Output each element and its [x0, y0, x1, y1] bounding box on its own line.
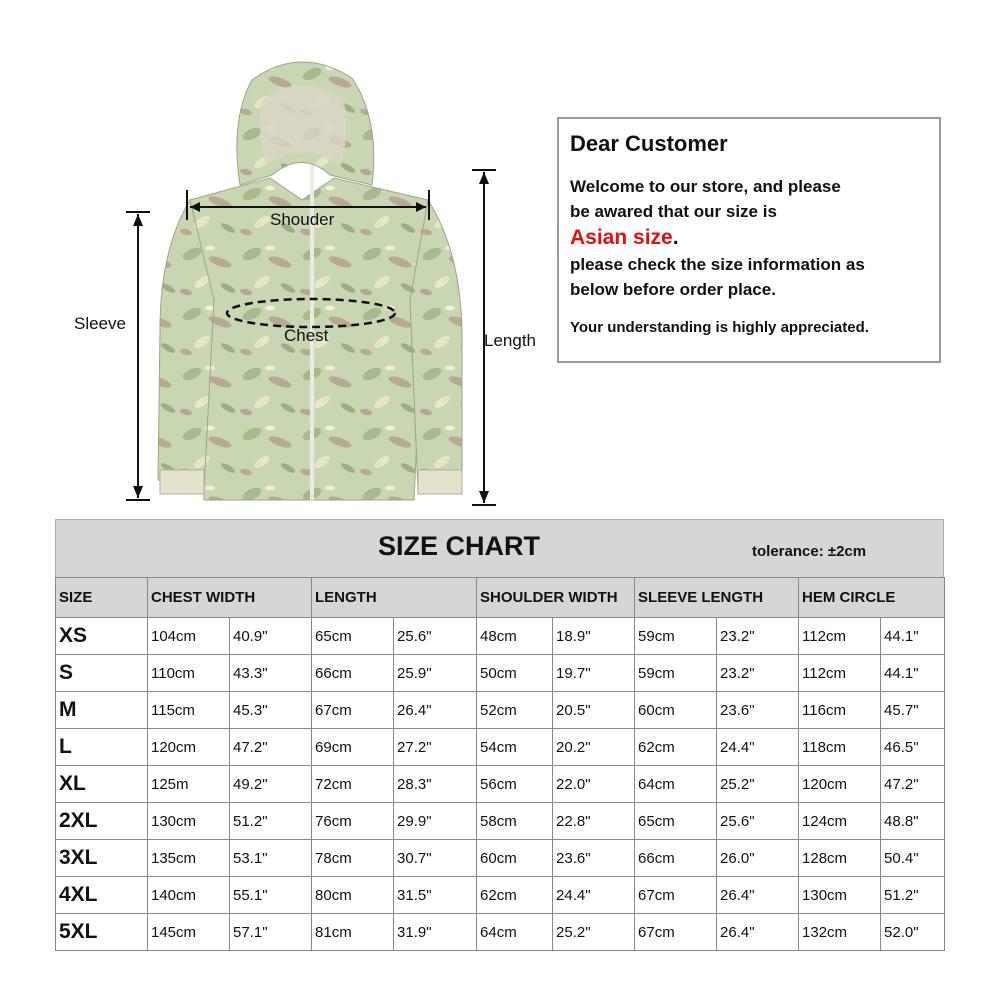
measurement-cell: 23.2"	[717, 655, 799, 692]
measurement-cell: 49.2"	[230, 766, 312, 803]
measurement-cell: 116cm	[799, 692, 881, 729]
measurement-cell: 128cm	[799, 840, 881, 877]
measurement-cell: 30.7"	[394, 840, 477, 877]
col-header-length: LENGTH	[312, 578, 477, 618]
measurement-cell: 45.7"	[881, 692, 945, 729]
measurement-cell: 26.4"	[717, 914, 799, 951]
size-cell: S	[56, 655, 148, 692]
notice-line-4: below before order place.	[570, 280, 776, 299]
measurement-cell: 112cm	[799, 655, 881, 692]
table-row	[56, 914, 945, 951]
table-row	[56, 877, 945, 914]
measurement-cell: 27.2"	[394, 729, 477, 766]
measurement-cell: 51.2"	[881, 877, 945, 914]
size-cell: L	[56, 729, 148, 766]
measurement-cell: 125m	[148, 766, 230, 803]
measurement-cell: 64cm	[635, 766, 717, 803]
col-header-hem-circle: HEM CIRCLE	[799, 578, 945, 618]
measurement-cell: 52cm	[477, 692, 553, 729]
asian-size-highlight	[570, 224, 939, 252]
measurement-cell: 60cm	[635, 692, 717, 729]
measurement-cell: 66cm	[635, 840, 717, 877]
col-header-size: SIZE	[56, 578, 148, 618]
notice-thanks: Your understanding is highly appreciated.	[570, 319, 869, 336]
measurement-cell: 26.4"	[394, 692, 477, 729]
measurement-cell: 48.8"	[881, 803, 945, 840]
size-cell: 5XL	[56, 914, 148, 951]
measurement-cell: 26.4"	[717, 877, 799, 914]
size-cell: 4XL	[56, 877, 148, 914]
measurement-cell: 25.9"	[394, 655, 477, 692]
measurement-cell: 47.2"	[881, 766, 945, 803]
measurement-cell: 145cm	[148, 914, 230, 951]
size-cell: 2XL	[56, 803, 148, 840]
measurement-cell: 59cm	[635, 618, 717, 655]
size-cell: XS	[56, 618, 148, 655]
size-cell: M	[56, 692, 148, 729]
measurement-cell: 135cm	[148, 840, 230, 877]
shoulder-label: Shouder	[270, 210, 335, 229]
measurement-cell: 118cm	[799, 729, 881, 766]
measurement-cell: 31.9"	[394, 914, 477, 951]
measurement-cell: 25.6"	[394, 618, 477, 655]
measurement-cell: 112cm	[799, 618, 881, 655]
measurement-cell: 50cm	[477, 655, 553, 692]
measurement-cell: 44.1"	[881, 618, 945, 655]
measurement-cell: 48cm	[477, 618, 553, 655]
measurement-cell: 110cm	[148, 655, 230, 692]
col-header-chest-width: CHEST WIDTH	[148, 578, 312, 618]
measurement-cell: 29.9"	[394, 803, 477, 840]
measurement-cell: 20.2"	[553, 729, 635, 766]
measurement-cell: 76cm	[312, 803, 394, 840]
measurement-cell: 22.0"	[553, 766, 635, 803]
jacket-illustration	[0, 0, 560, 520]
measurement-cell: 67cm	[635, 877, 717, 914]
size-table	[55, 577, 945, 951]
measurement-cell: 19.7"	[553, 655, 635, 692]
measurement-cell: 43.3"	[230, 655, 312, 692]
chest-label: Chest	[284, 326, 329, 345]
length-label: Length	[484, 331, 536, 350]
measurement-cell: 45.3"	[230, 692, 312, 729]
measurement-cell: 57.1"	[230, 914, 312, 951]
size-cell: XL	[56, 766, 148, 803]
measurement-cell: 18.9"	[553, 618, 635, 655]
measurement-cell: 50.4"	[881, 840, 945, 877]
measurement-cell: 54cm	[477, 729, 553, 766]
size-chart	[55, 519, 944, 951]
measurement-cell: 132cm	[799, 914, 881, 951]
sleeve-label: Sleeve	[74, 314, 126, 333]
jacket-figure	[0, 0, 560, 520]
notice-line-2: be awared that our size is	[570, 202, 777, 221]
measurement-cell: 46.5"	[881, 729, 945, 766]
notice-line-3: please check the size information as	[570, 255, 865, 274]
measurement-cell: 67cm	[312, 692, 394, 729]
measurement-cell: 66cm	[312, 655, 394, 692]
measurement-cell: 55.1"	[230, 877, 312, 914]
measurement-cell: 31.5"	[394, 877, 477, 914]
measurement-cell: 81cm	[312, 914, 394, 951]
customer-notice	[557, 117, 941, 363]
measurement-cell: 28.3"	[394, 766, 477, 803]
notice-line-1: Welcome to our store, and please	[570, 177, 841, 196]
size-chart-title: SIZE CHART	[378, 531, 540, 561]
measurement-cell: 140cm	[148, 877, 230, 914]
measurement-cell: 52.0"	[881, 914, 945, 951]
measurement-cell: 65cm	[635, 803, 717, 840]
measurement-cell: 120cm	[148, 729, 230, 766]
measurement-cell: 130cm	[799, 877, 881, 914]
measurement-cell: 72cm	[312, 766, 394, 803]
measurement-cell: 58cm	[477, 803, 553, 840]
measurement-cell: 51.2"	[230, 803, 312, 840]
measurement-cell: 23.2"	[717, 618, 799, 655]
measurement-cell: 44.1"	[881, 655, 945, 692]
table-row	[56, 729, 945, 766]
asian-size-text: Asian size	[570, 226, 673, 249]
table-row	[56, 803, 945, 840]
col-header-sleeve-length: SLEEVE LENGTH	[635, 578, 799, 618]
measurement-cell: 56cm	[477, 766, 553, 803]
measurement-cell: 20.5"	[553, 692, 635, 729]
measurement-cell: 69cm	[312, 729, 394, 766]
measurement-cell: 40.9"	[230, 618, 312, 655]
notice-title: Dear Customer	[570, 131, 728, 156]
measurement-cell: 64cm	[477, 914, 553, 951]
measurement-cell: 62cm	[635, 729, 717, 766]
table-row	[56, 840, 945, 877]
measurement-cell: 24.4"	[553, 877, 635, 914]
measurement-cell: 23.6"	[553, 840, 635, 877]
measurement-cell: 24.4"	[717, 729, 799, 766]
table-row	[56, 655, 945, 692]
size-chart-header	[55, 519, 944, 577]
measurement-cell: 78cm	[312, 840, 394, 877]
measurement-cell: 25.2"	[717, 766, 799, 803]
measurement-cell: 115cm	[148, 692, 230, 729]
size-table-header-row	[56, 578, 945, 618]
size-cell: 3XL	[56, 840, 148, 877]
measurement-cell: 62cm	[477, 877, 553, 914]
measurement-cell: 22.8"	[553, 803, 635, 840]
measurement-cell: 67cm	[635, 914, 717, 951]
measurement-cell: 25.2"	[553, 914, 635, 951]
measurement-cell: 124cm	[799, 803, 881, 840]
measurement-cell: 80cm	[312, 877, 394, 914]
measurement-cell: 25.6"	[717, 803, 799, 840]
measurement-cell: 53.1"	[230, 840, 312, 877]
measurement-cell: 120cm	[799, 766, 881, 803]
measurement-cell: 59cm	[635, 655, 717, 692]
table-row	[56, 692, 945, 729]
measurement-cell: 23.6"	[717, 692, 799, 729]
size-table-body	[56, 618, 945, 951]
col-header-shoulder-width: SHOULDER WIDTH	[477, 578, 635, 618]
table-row	[56, 618, 945, 655]
measurement-cell: 26.0"	[717, 840, 799, 877]
asian-size-suffix: .	[672, 226, 679, 249]
measurement-cell: 65cm	[312, 618, 394, 655]
measurement-cell: 104cm	[148, 618, 230, 655]
table-row	[56, 766, 945, 803]
tolerance-note: tolerance: ±2cm	[752, 543, 867, 560]
measurement-cell: 60cm	[477, 840, 553, 877]
measurement-cell: 47.2"	[230, 729, 312, 766]
measurement-cell: 130cm	[148, 803, 230, 840]
